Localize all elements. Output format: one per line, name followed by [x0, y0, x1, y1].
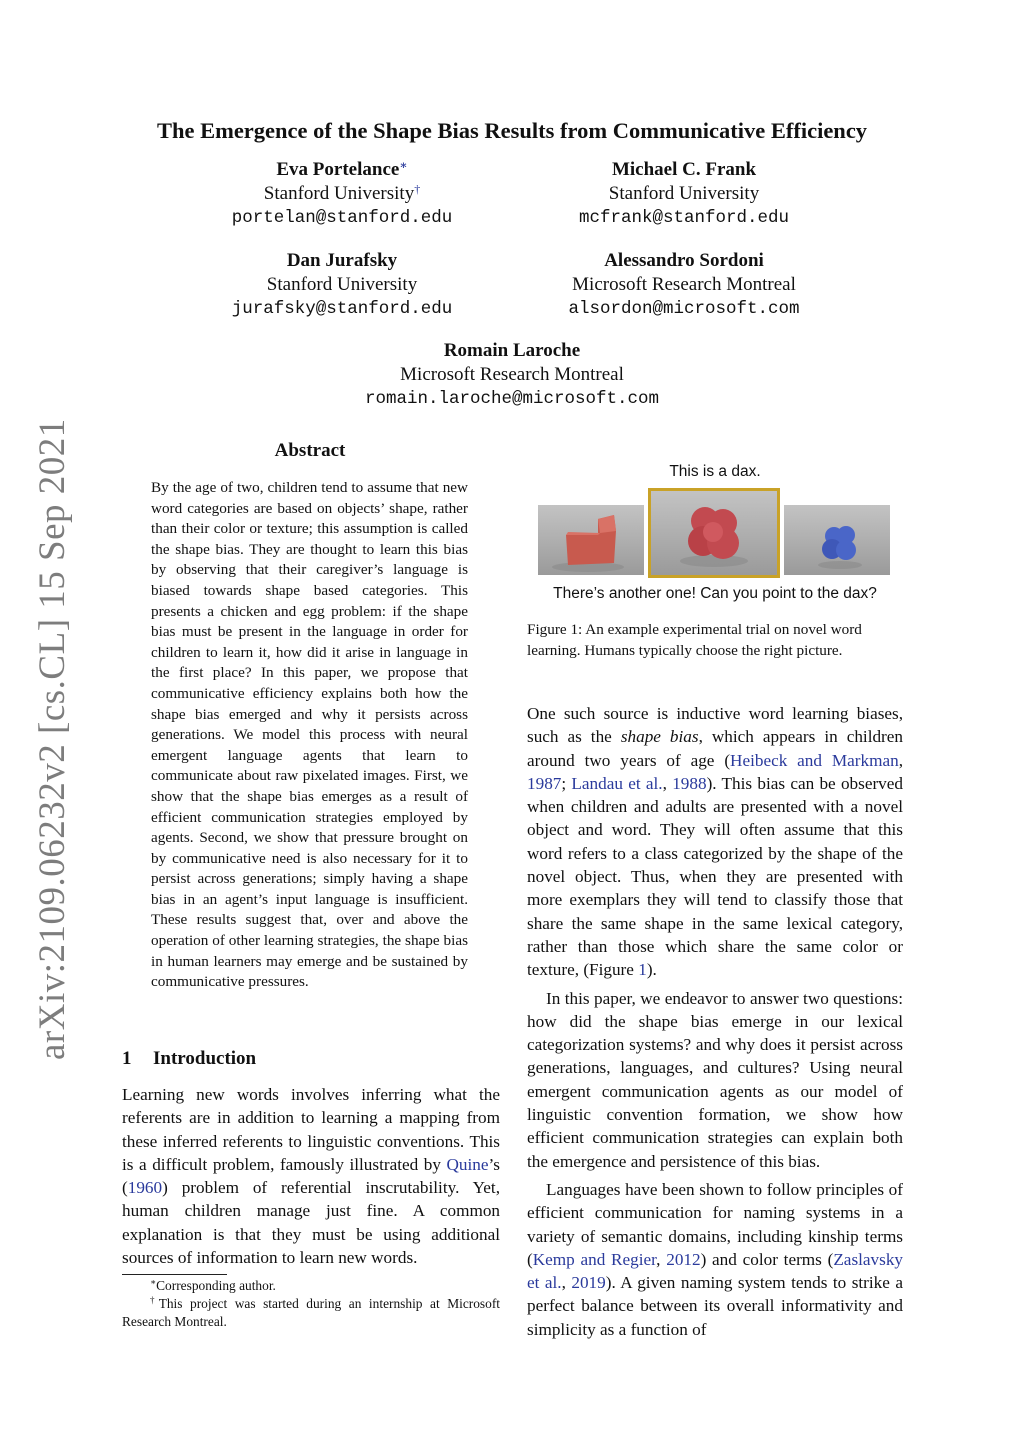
paragraph-text: ’s ( — [122, 1154, 500, 1198]
paragraph-text: ). — [646, 960, 657, 980]
citation-link[interactable]: Landau et al. — [571, 773, 663, 793]
paragraph — [527, 702, 903, 982]
citation-link[interactable]: 1960 — [127, 1178, 163, 1198]
paragraph-text: , — [561, 1273, 572, 1293]
author-email: mcfrank@stanford.edu — [578, 208, 790, 228]
arxiv-identifier[interactable]: arXiv:2109.06232v2 [cs.CL] 15 Sep 2021 — [32, 418, 73, 1060]
figure-reference-link[interactable]: 1 — [638, 960, 647, 980]
author-block — [152, 249, 532, 321]
abstract-heading: Abstract — [274, 440, 346, 461]
author-email: jurafsky@stanford.edu — [231, 299, 453, 319]
section-heading — [122, 1048, 256, 1070]
author-affiliation: Microsoft Research Montreal — [572, 274, 796, 295]
paragraph — [527, 1178, 903, 1341]
author-block — [152, 158, 532, 230]
paragraph-text: , — [662, 773, 673, 793]
author-affiliation: Microsoft Research Montreal — [400, 364, 624, 385]
author-block — [322, 339, 702, 411]
paragraph-text: , — [656, 1249, 667, 1269]
paragraph-text: , which appears in children around two years of age ( — [527, 727, 904, 770]
citation-link[interactable]: 2019 — [571, 1273, 606, 1293]
author-name: Alessandro Sordoni — [604, 250, 764, 271]
figure-panel-left — [538, 505, 644, 575]
blue-blob-object — [784, 505, 890, 575]
author-name: Eva Portelance — [276, 159, 400, 180]
citation-link[interactable]: Kemp and Regier — [532, 1249, 657, 1269]
author-affiliation: Stanford University — [263, 183, 415, 204]
red-blob-object — [651, 491, 777, 575]
footnote-1 — [122, 1277, 528, 1295]
paragraph-text: ) problem of referential inscrutability. Yet, human children manage just fine. A common explanation is that they must be using additional sources of information to learn new words. — [122, 1178, 500, 1268]
author-affiliation: Stanford University — [608, 183, 760, 204]
paragraph-text: ). This bias can be observed when children and adults are presented with a novel object and word. They will often assume that this word refers to a class categorized by the shape of the novel object. Thus, when they are presented with more exemplars they will tend to classify those that share the same shape in the same lexical category, rather than those which share the same color or texture, (Figure — [527, 773, 903, 980]
footnote-mark[interactable]: † — [414, 182, 421, 196]
citation-link[interactable]: 1988 — [672, 773, 707, 793]
figure-panel-highlighted[interactable] — [648, 488, 780, 578]
author-affiliation: Stanford University — [266, 274, 418, 295]
intro-paragraphs-right — [527, 702, 903, 1341]
citation-link[interactable]: Heibeck and Markman — [730, 750, 899, 770]
author-email: romain.laroche@microsoft.com — [364, 389, 660, 409]
footnote-rule — [122, 1274, 227, 1275]
footnote-2 — [122, 1295, 500, 1331]
paragraph-text: ). A given naming system tends to strike a perfect balance between its overall informativity and simplicity as a function of — [527, 1273, 904, 1339]
author-name: Romain Laroche — [443, 340, 581, 361]
citation-link[interactable]: Zaslavsky et al. — [527, 1249, 904, 1293]
footnote-text: This project was started during an internship at Microsoft Research Montreal. — [122, 1296, 501, 1329]
citation-link[interactable]: Quine — [446, 1154, 489, 1174]
footnote-mark: ∗ — [150, 1277, 157, 1287]
paragraph-text: Learning new words involves inferring what the referents are in addition to learning a mapping from these inferred referents to linguistic conventions. This is a difficult problem, famously illustrated by — [122, 1085, 500, 1174]
author-name: Dan Jurafsky — [286, 250, 398, 271]
author-block — [494, 158, 874, 230]
paragraph-text: ) and color terms ( — [700, 1249, 834, 1269]
figure-top-text: This is a dax. — [669, 463, 761, 480]
figure-caption: Figure 1: An example experimental trial on novel word learning. Humans typically choose the right picture. — [527, 621, 862, 659]
footnote-text: Corresponding author. — [156, 1278, 276, 1293]
paragraph-text: One such source is inductive word learning biases, such as the — [527, 704, 903, 747]
author-name: Michael C. Frank — [611, 159, 757, 180]
footnote-mark: † — [150, 1295, 159, 1305]
citation-link[interactable]: 1987 — [527, 773, 562, 793]
paragraph-text: , — [898, 750, 903, 770]
intro-paragraph-left — [122, 1083, 500, 1269]
footnote-mark[interactable]: ∗ — [399, 158, 408, 172]
paragraph-text: ; — [561, 773, 572, 793]
red-l-shape-object — [538, 505, 644, 575]
section-number: 1 — [122, 1048, 132, 1069]
author-email: alsordon@microsoft.com — [568, 299, 800, 319]
paper-title: The Emergence of the Shape Bias Results from Communicative Efficiency — [156, 118, 868, 143]
citation-link[interactable]: 2012 — [666, 1249, 701, 1269]
emphasis-text: shape bias — [620, 727, 699, 747]
figure-panel-right[interactable] — [784, 505, 890, 575]
abstract-text: By the age of two, children tend to assume that new word categories are based on objects’ shape, rather than their color or texture; this assumption is called the shape bias. They are thought to learn this bias by observing that their caregiver’s language is biased towards shape based categories. This presents a chicken and egg problem: if the shape bias must be present in the language in order for children to learn it, how did it arise in language in the first place? In this paper, we propose that communicative efficiency explains both how the shape bias emerged and why it persists across generations. We model this process with neural emergent language agents that learn to communicate about raw pixelated images. First, we show that the shape bias emerges as a result of efficient communication strategies employed by agents. Second, we show that pressure brought on by communicative need is also necessary for it to persist across generations; simply having a shape bias in an agent’s input language is insufficient. These results suggest that, over and above the operation of other learning strategies, the shape bias in human learners may emerge and be sustained by communicative pressures. — [151, 479, 468, 991]
figure-bottom-text: There’s another one! Can you point to the dax? — [553, 585, 877, 602]
author-email: portelan@stanford.edu — [231, 208, 453, 228]
paragraph: In this paper, we endeavor to answer two questions: how did the shape bias emerge in our lexical categorization systems? and why does it persist across generations, languages, and cultures? Using neural emergent communication agents as our model of linguistic convention formation, we show how efficient communication strategies can explain both the emergence and persistence of this bias. — [527, 988, 903, 1171]
paragraph-text: Languages have been shown to follow principles of efficient communication for naming systems in a variety of semantic domains, including kinship terms ( — [527, 1179, 903, 1269]
author-block — [494, 249, 874, 321]
section-title: Introduction — [153, 1048, 257, 1069]
